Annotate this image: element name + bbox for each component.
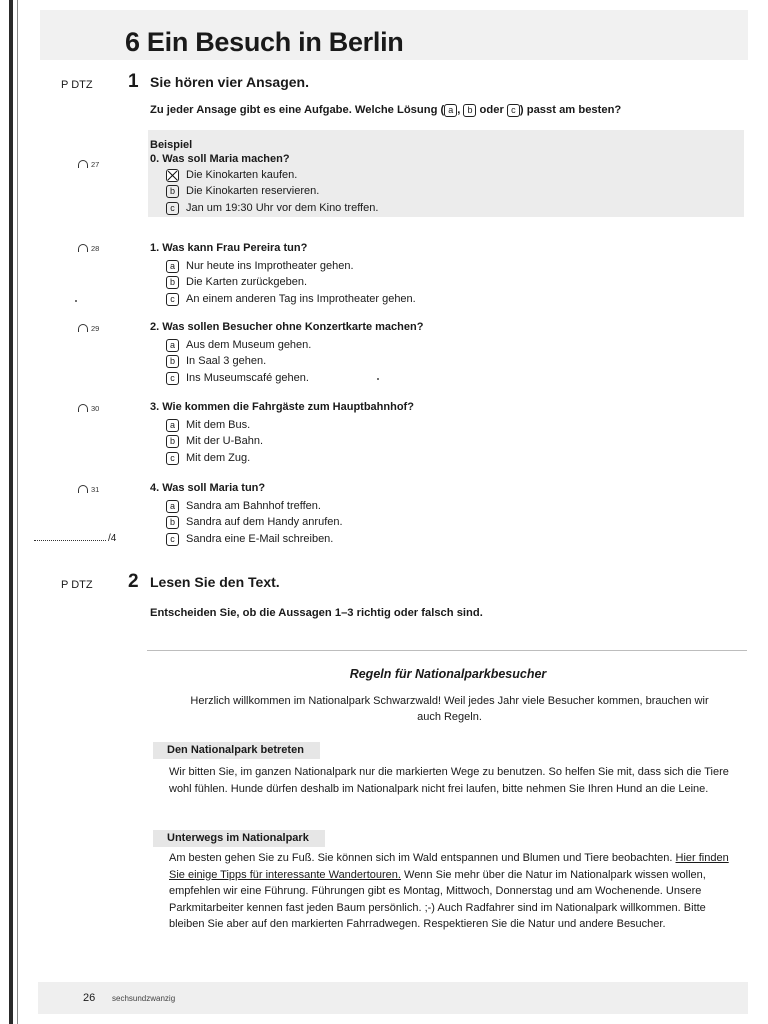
checkbox[interactable]: c [166,293,179,306]
checkbox[interactable]: b [166,276,179,289]
question-text: 3. Wie kommen die Fahrgäste zum Hauptbahnhof? [150,401,414,413]
exam-tag: P DTZ [61,579,93,591]
answer-option[interactable]: c An einem anderen Tag ins Improtheater gehen. [166,291,307,307]
exercise-number: 2 [128,571,139,592]
checkbox[interactable]: a [166,419,179,432]
reading-text-panel [147,638,749,950]
checked-box-icon[interactable] [166,169,179,182]
letter-a-icon: a [444,104,457,117]
score-field[interactable]: /4 [34,531,116,544]
divider [147,650,747,651]
answer-option[interactable]: a Sandra am Bahnhof treffen. [166,498,265,514]
score-blank[interactable] [34,531,106,541]
wandertouren-link[interactable]: Hier finden Sie einige Tipps für interessante Wandertouren. [169,852,729,881]
answer-option[interactable]: b Die Karten zurückgeben. [166,274,307,290]
audio-track: 28 [78,244,99,253]
checkbox[interactable]: a [166,339,179,352]
section-heading: Unterwegs im Nationalpark [153,830,325,847]
answer-option[interactable]: Die Kinokarten kaufen. [166,167,290,183]
answer-option[interactable]: c Sandra eine E-Mail schreiben. [166,531,265,547]
question-text: 4. Was soll Maria tun? [150,482,266,494]
page-number-word: sechsundzwanzig [112,994,176,1003]
checkbox[interactable]: b [166,185,179,198]
checkbox[interactable]: c [166,533,179,546]
exercise-number: 1 [128,71,139,92]
audio-track: 30 [78,404,99,413]
answer-option[interactable]: c Ins Museumscafé gehen. [166,370,423,386]
question-block [150,482,343,547]
checkbox[interactable]: c [166,452,179,465]
answer-option[interactable]: c Jan um 19:30 Uhr vor dem Kino treffen. [166,200,290,216]
question-text: 2. Was sollen Besucher ohne Konzertkarte machen? [150,321,424,333]
page-binding-edge [9,0,13,1024]
audio-track: 31 [78,485,99,494]
headphones-icon [78,324,88,332]
question-block [150,321,423,386]
checkbox[interactable]: b [166,355,179,368]
question-block [150,401,414,466]
section-body: Wir bitten Sie, im ganzen Nationalpark nur die markierten Wege zu benutzen. So helfen Sie mit, dass sich die Tiere wohl fühlen. Hunde dürfen deshalb im Nationalpark nicht frei laufen, bitte nehmen Sie Ihren Hund an die Leine. [169,766,729,795]
answer-option[interactable]: b In Saal 3 gehen. [166,353,423,369]
checkbox[interactable]: b [166,516,179,529]
checkbox[interactable]: b [166,435,179,448]
exercise-title: Sie hören vier Ansagen. [150,74,309,90]
letter-c-icon: c [507,104,520,117]
speck [377,378,379,380]
checkbox[interactable]: c [166,372,179,385]
page-number: 26 [83,992,96,1004]
answer-option[interactable]: a Aus dem Museum gehen. [166,337,423,353]
question-text: 0. Was soll Maria machen? [150,153,290,165]
answer-option[interactable]: a Nur heute ins Improtheater gehen. [166,258,307,274]
answer-option[interactable]: c Mit dem Zug. [166,450,414,466]
chapter-title: 6 Ein Besuch in Berlin [125,27,404,57]
exercise-title: Lesen Sie den Text. [150,574,280,590]
question-block [150,242,416,307]
example-label: Beispiel [150,139,193,151]
checkbox[interactable]: a [166,500,179,513]
answer-option[interactable]: b Die Kinokarten reservieren. [166,183,290,199]
exam-tag: P DTZ [61,79,93,91]
question-text: 1. Was kann Frau Pereira tun? [150,242,308,254]
answer-option[interactable]: b Sandra auf dem Handy anrufen. [166,514,265,530]
section-heading: Den Nationalpark betreten [153,742,320,759]
section-body: Am besten gehen Sie zu Fuß. Sie können sich im Wald entspannen und Blumen und Tiere beobachten. Hier finden Sie einige Tipps für interessante Wandertouren. Wenn Sie mehr über die Natur im Nationalpark wissen wollen, empfehlen wir eine Führung. Führungen gibt es Montag, Mittwoch, Donnerstag und am Wochenende. Unsere Parkmitarbeiter kennen fast jeden Baum persönlich. ;-) Auch Radfahrer sind im Nationalpark willkommen. Bitte bleiben Sie aber auf den markierten Fahrradwegen. Respektieren Sie die Natur und andere Besucher. [169,852,729,930]
checkbox[interactable]: c [166,202,179,215]
headphones-icon [78,404,88,412]
audio-track: 27 [78,160,99,169]
exercise-instruction: Entscheiden Sie, ob die Aussagen 1–3 richtig oder falsch sind. [150,607,483,619]
letter-b-icon: b [463,104,476,117]
answer-option[interactable]: b Mit der U-Bahn. [166,433,414,449]
answer-option[interactable]: a Mit dem Bus. [166,417,414,433]
page-margin-line [17,0,18,1024]
text-title: Regeln für Nationalparkbesucher [349,667,547,681]
text-intro: Herzlich willkommen im Nationalpark Schwarzwald! Weil jedes Jahr viele Besucher kommen, brauchen wir auch Regeln. [190,695,709,723]
checkbox[interactable]: a [166,260,179,273]
audio-track: 29 [78,324,99,333]
headphones-icon [78,485,88,493]
speck [75,300,77,302]
headphones-icon [78,160,88,168]
example-question [150,139,379,216]
exercise-instruction: Zu jeder Ansage gibt es eine Aufgabe. Welche Lösung ( a , b oder c ) passt am besten? [150,104,622,116]
headphones-icon [78,244,88,252]
